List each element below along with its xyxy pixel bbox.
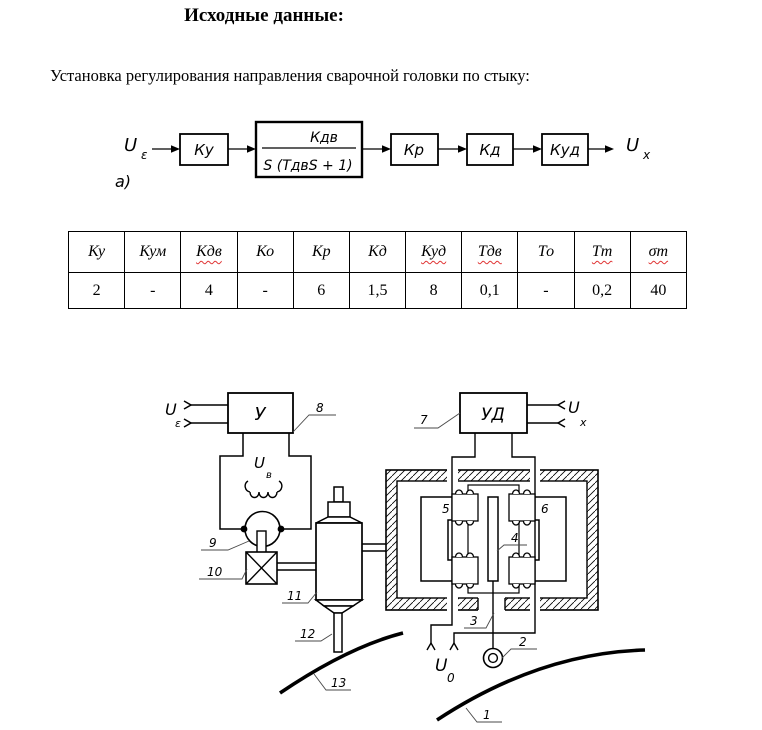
callout-10 (199, 565, 247, 579)
amplifier-input-wires (184, 401, 228, 427)
field-winding-icon (245, 481, 282, 498)
header-cell: Кр (293, 232, 349, 273)
page-title: Исходные данные: (184, 5, 344, 26)
value-cell: 0,2 (574, 273, 630, 309)
header-cell: Кдв (181, 232, 237, 273)
svg-text:2: 2 (519, 635, 527, 649)
block-kr-label: Кр (403, 141, 425, 159)
armature-plate (488, 497, 498, 581)
svg-text:12: 12 (300, 627, 316, 641)
motor-brush-left (241, 526, 248, 533)
value-cell: 40 (630, 273, 686, 309)
head-shoulder (316, 517, 362, 523)
value-cell: 0,1 (462, 273, 518, 309)
value-cell: 4 (181, 273, 237, 309)
motor-tf-numerator: Кдв (310, 130, 338, 146)
header-cell: Ку (69, 232, 125, 273)
svg-text:U: U (626, 135, 640, 156)
u-supply-label (435, 656, 455, 685)
motor-shaft (257, 531, 266, 553)
block-ku-label: Ку (194, 141, 214, 159)
svg-text:3: 3 (470, 614, 478, 628)
value-cell: 6 (293, 273, 349, 309)
motor-brush-right (278, 526, 285, 533)
u-epsilon-label (165, 400, 181, 430)
value-cell: - (237, 273, 293, 309)
head-top-block (328, 502, 350, 517)
callout-4 (497, 531, 527, 551)
header-cell: σт (630, 232, 686, 273)
svg-text:U: U (124, 135, 138, 156)
workpiece-seam-right (437, 650, 645, 720)
svg-text:ε: ε (175, 417, 181, 430)
header-cell: Ко (237, 232, 293, 273)
header-cell: То (518, 232, 574, 273)
block-kud-label: Куд (550, 141, 580, 159)
header-cell: Кд (349, 232, 405, 273)
header-cell: Куд (406, 232, 462, 273)
welding-head (316, 487, 386, 652)
callout-7 (414, 413, 460, 428)
figure-caption: а) (115, 172, 132, 191)
diagram-input-label (124, 135, 148, 162)
svg-text:x: x (643, 148, 651, 162)
svg-text:13: 13 (331, 676, 347, 690)
value-cell: - (125, 273, 181, 309)
svg-text:U: U (568, 398, 580, 417)
callout-5: 5 (442, 502, 450, 516)
u-x-label (568, 398, 587, 429)
svg-text:7: 7 (420, 413, 428, 427)
diagram-output-label (626, 135, 651, 162)
svg-text:9: 9 (209, 536, 217, 550)
installation-schematic (150, 375, 762, 730)
svg-text:1: 1 (483, 708, 491, 722)
svg-text:в: в (266, 470, 272, 481)
head-to-sensor-link (362, 544, 386, 551)
u-field-label (254, 454, 272, 481)
head-body (316, 523, 362, 600)
svg-text:11: 11 (287, 589, 303, 603)
callout-13 (314, 674, 351, 690)
svg-text:8: 8 (316, 401, 324, 415)
amplifier-unit (165, 393, 316, 584)
callout-3 (464, 613, 494, 628)
gearbox-output-shaft (277, 563, 316, 570)
callout-1 (466, 708, 502, 722)
block-kd-label: Кд (479, 141, 501, 159)
table-value-row (69, 273, 687, 309)
demodulator-unit (460, 393, 587, 433)
electrode (334, 613, 342, 652)
svg-text:10: 10 (207, 565, 223, 579)
parameters-table (68, 231, 687, 309)
head-top-stem (334, 487, 343, 502)
callout-12 (295, 627, 332, 641)
demodulator-output-wires (527, 401, 565, 427)
svg-text:0: 0 (447, 671, 455, 685)
header-cell: Тдв (462, 232, 518, 273)
value-cell: - (518, 273, 574, 309)
intro-text: Установка регулирования направления сварочной головки по стыку: (50, 66, 530, 85)
gearbox (246, 552, 277, 584)
motor-tf-denominator: S (ТдвS + 1) (263, 158, 353, 174)
svg-text:U: U (254, 454, 265, 472)
callout-11 (282, 589, 317, 603)
value-cell: 1,5 (349, 273, 405, 309)
table-header-row (69, 232, 687, 273)
head-taper (316, 600, 362, 606)
callout-6: 6 (541, 502, 549, 516)
value-cell: 8 (406, 273, 462, 309)
header-cell: Тт (574, 232, 630, 273)
header-cell: Кум (125, 232, 181, 273)
demodulator-box-label: УД (481, 405, 505, 425)
svg-text:ε: ε (141, 148, 148, 162)
value-cell: 2 (69, 273, 125, 309)
callout-8 (293, 401, 336, 432)
svg-text:U: U (165, 400, 177, 419)
svg-text:x: x (580, 416, 587, 429)
roller-inner (489, 654, 498, 663)
svg-text:U: U (435, 656, 448, 676)
svg-text:4: 4 (511, 531, 519, 545)
amplifier-box-label: У (254, 404, 266, 425)
head-nozzle (324, 606, 353, 613)
callout-2 (502, 635, 537, 658)
transfer-function-diagram (80, 110, 651, 195)
callout-9 (201, 536, 249, 550)
